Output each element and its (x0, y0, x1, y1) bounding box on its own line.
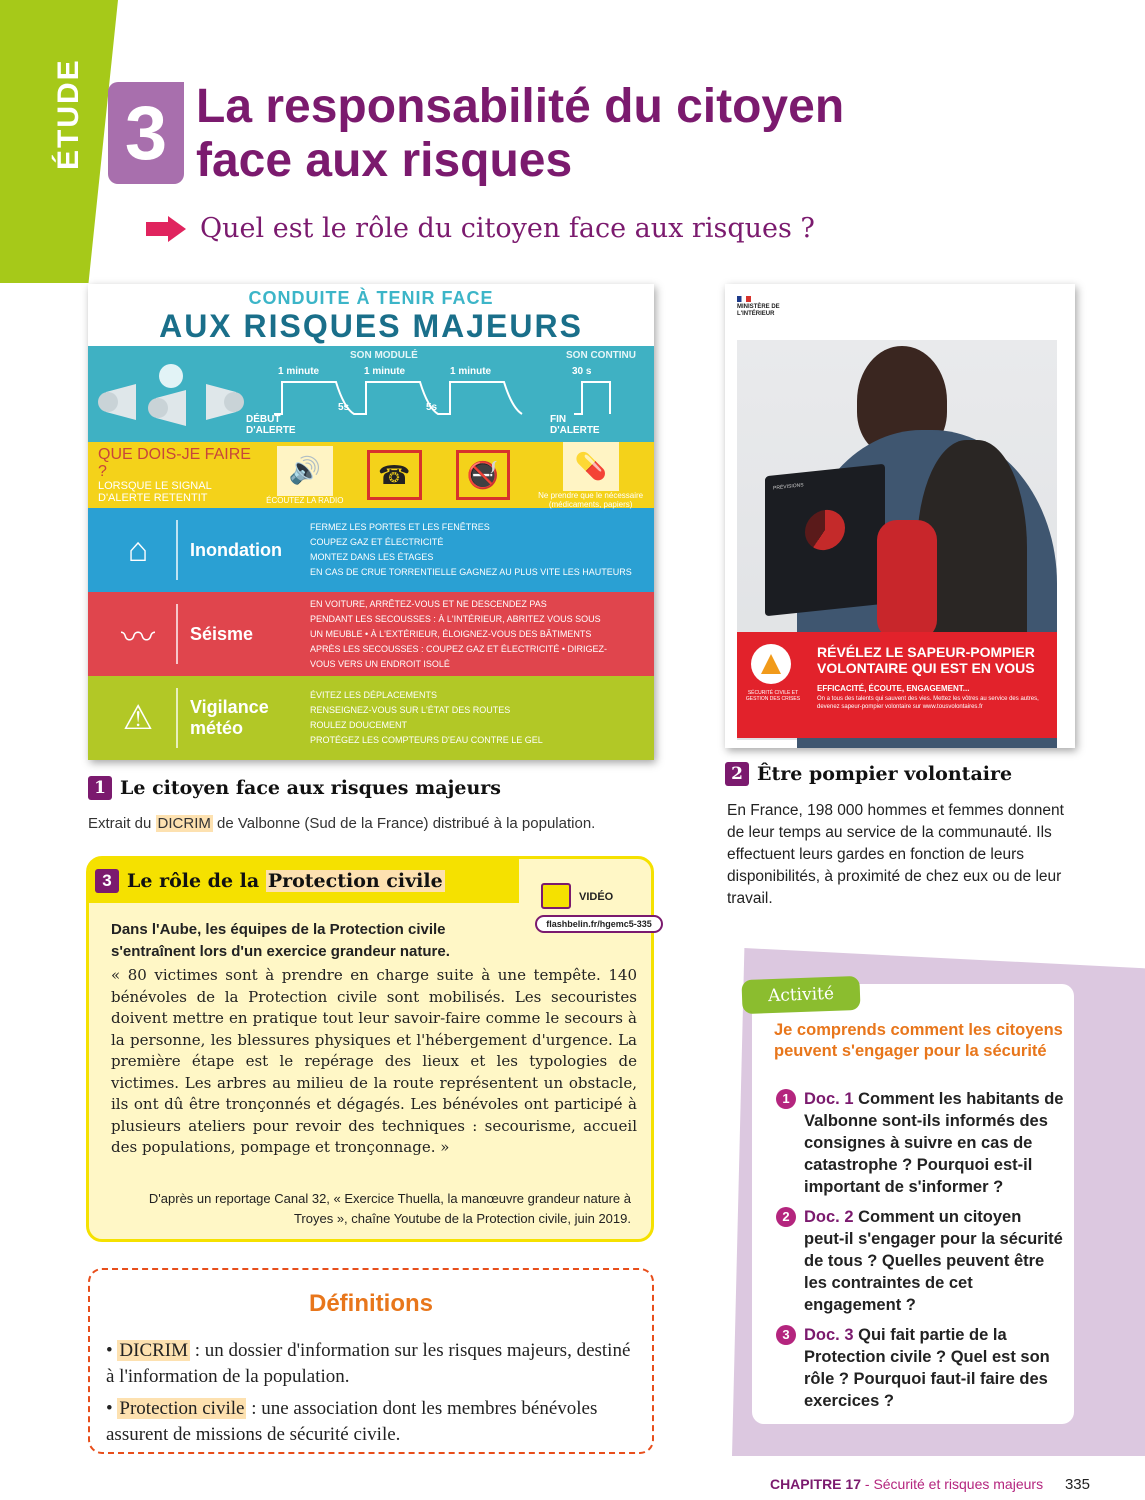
weather-instruction: ÉVITEZ LES DÉPLACEMENTS (310, 690, 438, 700)
what-to-do-title: QUE DOIS-JE FAIRE ? (98, 446, 251, 480)
poster-small-text: On a tous des talents qui sauvent des vies. Mettez les vôtres au service des autres, devenez sapeur-pompier volontaire sur www.tousvolontaires.fr (817, 696, 1039, 710)
flood-instruction: MONTEZ DANS LES ÉTAGES (310, 552, 434, 562)
definition-term-dicrim: DICRIM (119, 1340, 189, 1361)
pie-chart-icon (805, 508, 845, 552)
recruitment-poster (725, 284, 1075, 748)
question-body: Comment les habitants de Valbonne sont-ils informés des consignes à suivre en cas de catastrophe ? Pourquoi est-il important de s'informer ? (804, 1090, 1064, 1196)
question-number: 1 (776, 1089, 796, 1109)
earthquake-instruction: PENDANT LES SECOUSSES : À L'INTÉRIEUR, ABRITEZ VOUS SOUS UN MEUBLE • À L'EXTÉRIEUR, ÉLOIGNEZ-VOUS DES BÂTIMENTS (310, 613, 601, 639)
what-to-do-question (88, 446, 260, 504)
activity-questions (776, 1088, 1066, 1420)
flood-instruction: FERMEZ LES PORTES ET LES FENÊTRES (310, 522, 490, 532)
page-title (196, 80, 896, 188)
doc3-title-start: Le rôle de la (127, 870, 266, 892)
weather-alert-icon: ⚠ (100, 688, 178, 748)
question-text (804, 1206, 1066, 1316)
question-text: Quel est le rôle du citoyen face aux risques ? (200, 213, 815, 244)
weather-instruction: PROTÉGEZ LES COMPTEURS D'EAU CONTRE LE GEL (310, 735, 543, 745)
video-link-box[interactable] (535, 883, 663, 935)
doc3-source: D'après un reportage Canal 32, « Exercice Thuella, la manœuvre grandeur nature à Troyes », chaîne Youtube de la Protection civile, juin 2019. (148, 1191, 631, 1226)
infographic-subtitle: CONDUITE À TENIR FACE (248, 288, 494, 308)
question-doc-ref: Doc. 1 (804, 1090, 854, 1108)
definitions-list (106, 1338, 636, 1454)
essentials-tile (527, 441, 654, 509)
laptop-icon (765, 464, 885, 617)
medication-icon: 💊 (563, 441, 619, 491)
weather-instruction: RENSEIGNEZ-VOUS SUR L'ÉTAT DES ROUTES (310, 705, 511, 715)
siren-icon (96, 362, 246, 432)
question-body: Qui fait partie de la Protection civile ? Quel est son rôle ? Pourquoi faut-il faire des exercices ? (804, 1326, 1050, 1410)
listen-radio-caption: ÉCOUTEZ LA RADIO (266, 495, 344, 505)
protection-civile-glossary-term[interactable]: Protection civile (267, 870, 443, 892)
debut-alerte-label: DÉBUT D'ALERTE (246, 414, 296, 436)
doc1-caption-end: de Valbonne (Sud de la France) distribué à la population. (212, 815, 596, 832)
activity-question (776, 1324, 1066, 1412)
definition-item: • DICRIM : un dossier d'information sur les risques majeurs, destiné à l'information de la population. (106, 1340, 631, 1387)
earthquake-label: Séisme (190, 623, 254, 644)
no-phone-icon: ☎ (367, 450, 422, 500)
essentials-caption: Ne prendre que le nécessaire (médicaments, papiers) (538, 491, 644, 509)
earthquake-instruction: APRÈS LES SECOUSSES : COUPEZ GAZ ET ÉLECTRICITÉ • DIRIGEZ-VOUS VERS UN ENDROIT ISOLÉ (310, 643, 608, 669)
minute-label-3: 1 minute (450, 366, 492, 377)
poster-tagline: EFFICACITÉ, ÉCOUTE, ENGAGEMENT... (817, 684, 970, 693)
signal-waveform (274, 378, 614, 418)
chapter-label: CHAPITRE 17 (769, 1476, 861, 1492)
minute-label-2: 1 minute (364, 366, 406, 377)
activity-question (776, 1206, 1066, 1316)
doc2-text: En France, 198 000 hommes et femmes donnent de leur temps au service de la communauté. Ils effectuent leurs gardes en fonction de leurs disponibilités, à proximité de chez eux ou de leur travail. (727, 802, 1064, 907)
title-line-1: La responsabilité du citoyen (196, 80, 845, 133)
definition-text-protection-civile: : une association dont les membres bénévoles assurent de missions de sécurité civile. (106, 1398, 598, 1445)
ministry-logo (737, 296, 797, 318)
question-doc-ref: Doc. 2 (804, 1208, 854, 1226)
logo-caption: SÉCURITÉ CIVILE ET GESTION DES CRISES (745, 690, 801, 702)
doc1-number-badge: 1 (88, 776, 112, 800)
page-footer (770, 1476, 1090, 1493)
thirty-seconds-label: 30 s (572, 366, 592, 377)
video-url-link[interactable]: flashbelin.fr/hgemc5-335 (535, 915, 663, 933)
doc1-title (88, 776, 501, 800)
definition-text-dicrim: : un dossier d'information sur les risques majeurs, destiné à l'information de la population. (106, 1340, 631, 1387)
doc2-number-badge: 2 (725, 762, 749, 786)
definition-item: • Protection civile : une association dont les membres bénévoles assurent de missions de sécurité civile. (106, 1398, 598, 1445)
son-continu-label: SON CONTINU (566, 350, 636, 361)
doc2-title-text: Être pompier volontaire (757, 763, 1013, 785)
chapter-subject: Sécurité et risques majeurs (873, 1476, 1044, 1492)
definitions-box (88, 1268, 654, 1454)
activity-tag: Activité (741, 976, 860, 1014)
infographic-title: AUX RISQUES MAJEURS (159, 308, 583, 344)
seismic-wave-icon: 〰 (100, 604, 178, 664)
siren-signal-band (88, 346, 654, 442)
ministry-name: MINISTÈRE DE L'INTÉRIEUR (737, 304, 780, 317)
earthquake-instruction: EN VOITURE, ARRÊTEZ-VOUS ET NE DESCENDEZ PAS (310, 598, 547, 609)
doc2-title (725, 762, 1012, 786)
what-to-do-band (88, 442, 654, 508)
flood-icon: ⌂ (100, 520, 178, 580)
speaker-icon: 🔊 (277, 446, 333, 496)
definition-term-protection-civile: Protection civile (119, 1398, 245, 1419)
radio-tile (260, 446, 350, 505)
weather-instructions (310, 688, 543, 748)
flood-label: Inondation (190, 539, 282, 560)
risk-earthquake (88, 592, 654, 676)
poster-banner (737, 632, 1057, 738)
doc3-intro: Dans l'Aube, les équipes de la Protection civile s'entraînent lors d'un exercice grandeur nature. (111, 921, 450, 960)
flood-instructions (310, 520, 632, 580)
flood-instruction: EN CAS DE CRUE TORRENTIELLE GAGNEZ AU PLUS VITE LES HAUTEURS (310, 567, 632, 577)
question-number: 2 (776, 1207, 796, 1227)
doc3-box (86, 856, 654, 1242)
activity-question (776, 1088, 1066, 1198)
doc3-title (127, 870, 445, 892)
doc3-header (89, 859, 519, 903)
backpack-shape (877, 520, 937, 640)
question-number: 3 (776, 1325, 796, 1345)
question-text (804, 1324, 1066, 1412)
problem-question (144, 213, 815, 244)
doc3-number-badge: 3 (95, 869, 119, 893)
securite-civile-logo (751, 644, 791, 684)
etude-label: ÉTUDE (52, 58, 85, 170)
page-number: 335 (1064, 1476, 1090, 1493)
video-play-icon (541, 883, 571, 909)
arrow-right-icon (144, 216, 188, 242)
activity-heading: Je comprends comment les citoyens peuvent s'engager pour la sécurité (774, 1021, 1063, 1060)
chapter-separator: - (860, 1476, 874, 1492)
question-body: Comment un citoyen peut-il s'engager pour la sécurité de tous ? Quelles peuvent être les contraintes de cet engagement ? (804, 1208, 1063, 1314)
doc1-title-text: Le citoyen face aux risques majeurs (120, 777, 502, 799)
risk-flood (88, 508, 654, 592)
infographic-header (88, 284, 654, 346)
five-seconds-label-2: 5s (426, 402, 438, 413)
laptop-screen-label: PRÉVISIONS (773, 482, 804, 492)
title-line-2: face aux risques (196, 134, 573, 187)
definitions-title: Définitions (309, 1290, 433, 1317)
dicrim-infographic (88, 284, 654, 760)
weather-instruction: ROULEZ DOUCEMENT (310, 720, 408, 730)
earthquake-instructions (310, 597, 610, 672)
poster-headline: RÉVÉLEZ LE SAPEUR-POMPIER VOLONTAIRE QUI EST EN VOUS (817, 644, 1035, 676)
no-smoking-icon: 🚭 (456, 450, 511, 500)
five-seconds-label-1: 5s (338, 402, 350, 413)
video-label: VIDÉO (579, 891, 614, 903)
doc3-quote: « 80 victimes sont à prendre en charge suite à une tempête. 140 bénévoles de la Protection civile sont mobilisés. Les secouristes doivent mettre en pratique tout leur savoir-faire comme le secours à la personne, les blessures physiques et l'hébergement d'urgence. La première étape est le repérage des lieux et les typologies de victimes. Les arbres au milieu de la route représentent un obstacle, ils ont dû être tronçonnés et dégagés. Les bénévoles ont participé à plusieurs ateliers pour revoir des techniques : secourisme, accueil des populations, pompage et tronçonnage. » (111, 966, 637, 1156)
minute-label-1: 1 minute (278, 366, 320, 377)
weather-label: Vigilance météo (190, 697, 269, 738)
question-text (804, 1088, 1066, 1198)
question-doc-ref: Doc. 3 (804, 1326, 854, 1344)
flood-instruction: COUPEZ GAZ ET ÉLECTRICITÉ (310, 537, 444, 547)
dicrim-glossary-term[interactable]: DICRIM (157, 815, 211, 832)
study-number-badge: 3 (108, 82, 184, 184)
what-to-do-subtitle: LORSQUE LE SIGNAL D'ALERTE RETENTIT (98, 480, 212, 504)
doc1-caption (88, 815, 595, 832)
fin-alerte-label: FIN D'ALERTE (550, 414, 600, 436)
son-module-label: SON MODULÉ (350, 350, 418, 361)
doc1-caption-start: Extrait du (88, 815, 156, 832)
risk-weather (88, 676, 654, 760)
french-flag-icon (737, 296, 751, 302)
